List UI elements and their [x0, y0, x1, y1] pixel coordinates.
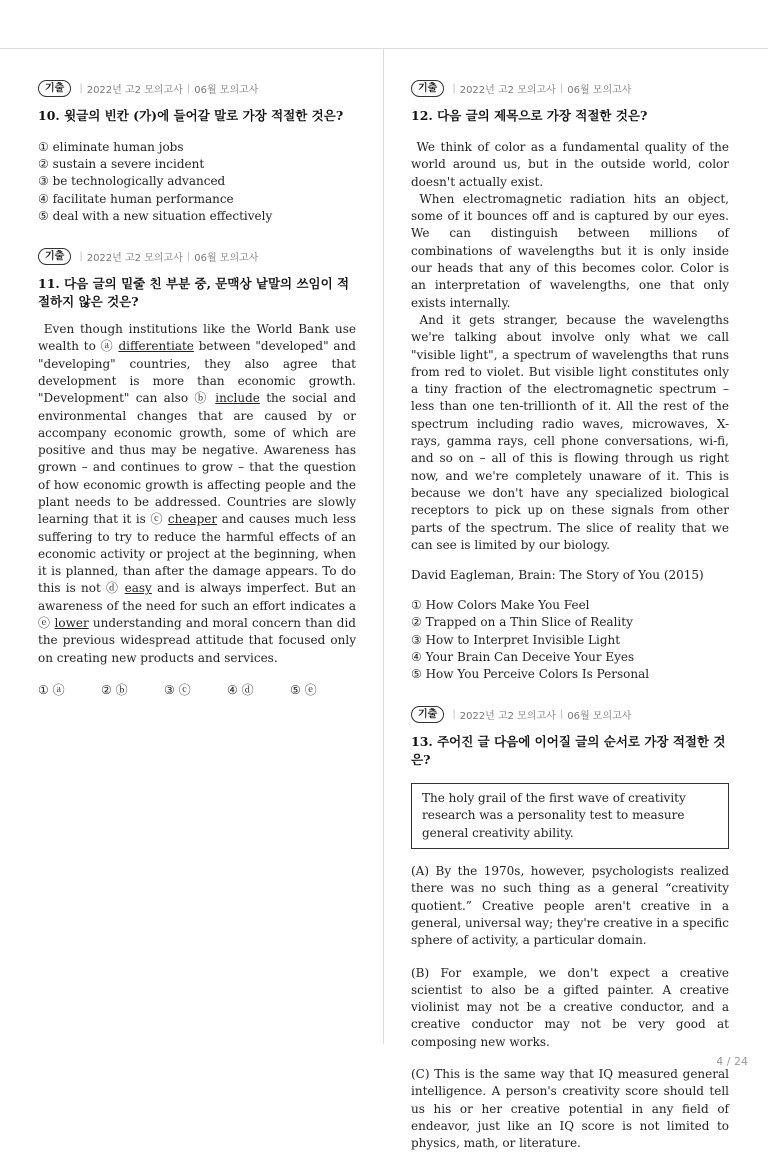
q11-title: 11. 다음 글의 밑줄 친 부분 중, 문맥상 낱말의 쓰임이 적절하지 않은 것은? — [38, 276, 350, 310]
q13-paragraph-b: (B) For example, we don't expect a creative scientist to also be a gifted painter. A creative violinist may not be a creative conductor, and a creative conductor may not be very good at composing new works. — [411, 965, 729, 1049]
left-column — [38, 79, 356, 698]
source-month: 06월 모의고사 — [194, 252, 259, 264]
exam-tag: 기출 — [411, 706, 444, 723]
source-year: 2022년 고2 모의고사 — [459, 710, 556, 722]
q12-option-3[interactable]: ③ How to Interpret Invisible Light — [411, 632, 621, 647]
q11-option-4[interactable]: ④ ⓓ — [227, 682, 254, 697]
q10-option-3[interactable]: ③ be technologically advanced — [38, 174, 226, 189]
q10-option-1[interactable]: ① eliminate human jobs — [38, 140, 184, 154]
q12-paragraph-1: We think of color as a fundamental quality of the world around us, but in the outside world, color doesn't actually exist. — [411, 140, 729, 189]
q10-option-4[interactable]: ④ facilitate human performance — [38, 191, 234, 206]
q12-source-row: 기출 | 2022년 고2 모의고사 | 06월 모의고사 — [411, 79, 729, 97]
q12-paragraph-3: And it gets stranger, because the wavelengths we're talking about involve only what we call "visible light", a spectrum of wavelengths that runs from red to violet. But visible light constitutes only a tiny fraction of the electromagnetic spectrum – less than one ten-trillionth of it. All the rest of the spectrum including radio waves, microwaves, X-rays, gamma rays, cell phone conversations, wi-fi, and so on – all of this is flowing through us right now, and we're completely unaware of it. This is because we don't have any specialized biological receptors to pick up on these signals from other parts of the spectrum. The slice of reality that we can see is limited by our biology. — [411, 312, 729, 552]
q11-option-3[interactable]: ③ ⓒ — [164, 682, 191, 697]
exam-tag: 기출 — [411, 80, 444, 97]
q13-paragraph-c: (C) This is the same way that IQ measured general intelligence. A person's creativity score should tell us his or her creative potential in any field of endeavor, just like an IQ score is not limited to physics, math, or literature. — [411, 1067, 729, 1151]
q11-text-6: understanding and moral concern than did the previous widespread attitude that focused only on creating new products and services. — [38, 616, 356, 665]
q12-paragraph-2: When electromagnetic radiation hits an object, some of it bounces off and is captured by our eyes. We can distinguish between millions of combinations of wavelengths but it is only inside our heads that any of this becomes color. Color is an interpretation of wavelengths, one that only exists internally. — [411, 191, 729, 310]
q10-option-2[interactable]: ② sustain a severe incident — [38, 157, 205, 172]
q11-passage — [38, 321, 356, 667]
q11-text-3: the social and environmental changes that are caused by or accompany economic growth, some of which are positive and thus may be negative. Awareness has grown – and continues to grow – that the question of how economic growth is affecting people and the plant needs to be addressed. Countries are slowly learning that it is ⓒ — [38, 391, 357, 527]
q11-word-e: lower — [54, 616, 89, 631]
q12-option-2[interactable]: ② Trapped on a Thin Slice of Reality — [411, 615, 633, 630]
source-year: 2022년 고2 모의고사 — [86, 84, 183, 96]
q12-passage — [411, 139, 729, 554]
q10-title: 10. 윗글의 빈칸 (가)에 들어갈 말로 가장 적절한 것은? — [38, 108, 344, 123]
q10-option-5[interactable]: ⑤ deal with a new situation effectively — [38, 208, 273, 223]
source-month: 06월 모의고사 — [567, 84, 632, 96]
source-year: 2022년 고2 모의고사 — [459, 84, 556, 96]
q10-options — [38, 139, 356, 225]
source-month: 06월 모의고사 — [567, 710, 632, 722]
q11-text-4: and causes much less suffering to try to reduce the harmful effects of an economic activity or project at the beginning, when it is planned, than after the damage appears. To do this is not ⓓ — [38, 512, 356, 596]
q12-option-4[interactable]: ④ Your Brain Can Deceive Your Eyes — [411, 649, 635, 664]
column-divider — [383, 49, 384, 1044]
exam-tag: 기출 — [38, 248, 71, 265]
q12-option-1[interactable]: ① How Colors Make You Feel — [411, 598, 590, 613]
q10-source-row: 기출 | 2022년 고2 모의고사 | 06월 모의고사 — [38, 79, 356, 97]
q11-text-2: between "developed" and "developing" countries, they also agree that development is more than economic growth. "Development" can also ⓑ — [38, 339, 356, 406]
header-rule — [0, 48, 768, 49]
page-number: 4 / 24 — [716, 1055, 748, 1068]
q12-title: 12. 다음 글의 제목으로 가장 적절한 것은? — [411, 108, 648, 123]
q13-given-text: The holy grail of the first wave of creativity research was a personality test to measure general creativity ability. — [422, 791, 686, 840]
source-month: 06월 모의고사 — [194, 84, 259, 96]
q11-text-5: and is always imperfect. But an awareness of the need for such an effort indicates a ⓔ — [38, 581, 356, 631]
q11-word-a: differentiate — [118, 339, 194, 354]
right-column — [411, 79, 729, 1167]
q11-options — [38, 681, 356, 698]
q11-option-2[interactable]: ② ⓑ — [101, 682, 128, 697]
q13-title: 13. 주어진 글 다음에 이어질 글의 순서로 가장 적절한 것은? — [411, 734, 726, 768]
q11-word-c: cheaper — [167, 512, 218, 527]
q12-option-5[interactable]: ⑤ How You Perceive Colors Is Personal — [411, 666, 650, 681]
q11-text-1: Even though institutions like the World Bank use wealth to ⓐ — [38, 322, 356, 354]
q12-source: David Eagleman, Brain: The Story of You (2015) — [411, 568, 704, 583]
q11-source-row: 기출 | 2022년 고2 모의고사 | 06월 모의고사 — [38, 247, 356, 265]
exam-tag: 기출 — [38, 80, 71, 97]
q13-given-passage-box — [411, 783, 729, 849]
q12-options — [411, 597, 729, 683]
q11-option-1[interactable]: ① ⓐ — [38, 682, 65, 697]
q11-word-d: easy — [124, 581, 152, 596]
source-year: 2022년 고2 모의고사 — [86, 252, 183, 264]
q11-option-5[interactable]: ⑤ ⓔ — [290, 682, 317, 697]
q13-source-row: 기출 | 2022년 고2 모의고사 | 06월 모의고사 — [411, 705, 729, 723]
q13-paragraph-a: (A) By the 1970s, however, psychologists realized there was no such thing as a general “creativity quotient.” Creative people aren't creative in a general, universal way; they're creative in a specific sphere of activity, a particular domain. — [411, 864, 729, 948]
q11-word-b: include — [215, 391, 260, 406]
